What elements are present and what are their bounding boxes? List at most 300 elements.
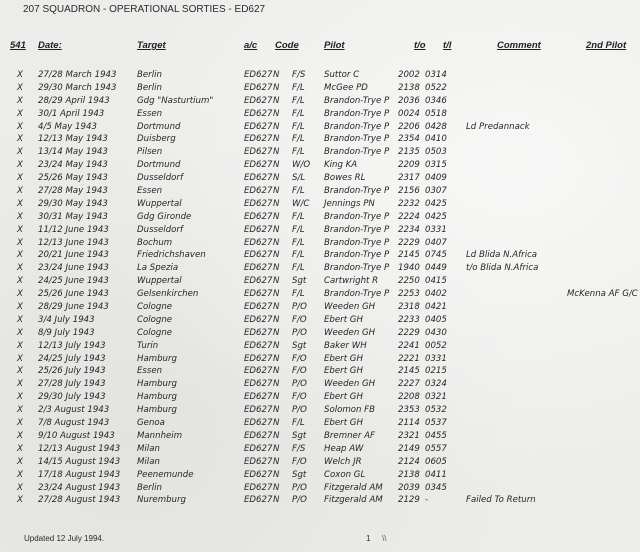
cell-rank: F/O (292, 456, 307, 467)
cell-landing: 0321 (425, 392, 447, 403)
cell-landing: 0449 (425, 263, 447, 274)
table-row (0, 122, 640, 135)
cell-landing: 0518 (425, 108, 447, 119)
cell-landing: 0314 (425, 70, 447, 80)
cell-rank: F/L (292, 224, 305, 235)
cell-pilot: Solomon FB (324, 405, 376, 416)
cell-date: 27/28 July 1943 (38, 379, 106, 390)
table-row (0, 418, 640, 431)
cell-mark: X (17, 263, 23, 274)
table-row (0, 173, 640, 186)
cell-mark: X (17, 456, 23, 467)
cell-target: Dusseldorf (137, 173, 183, 184)
cell-date: 30/31 May 1943 (38, 211, 108, 222)
cell-date: 2/3 August 1943 (38, 405, 110, 416)
cell-date: 29/30 March 1943 (38, 82, 117, 93)
cell-mark: X (17, 250, 23, 261)
cell-aircraft: ED627 (244, 302, 273, 313)
cell-aircraft: ED627 (244, 108, 273, 119)
cell-date: 28/29 June 1943 (38, 302, 109, 313)
cell-pilot: Brandon-Trye P (324, 147, 390, 158)
table-row (0, 83, 640, 96)
cell-letter: N (273, 95, 280, 106)
table-row (0, 315, 640, 328)
cell-takeoff: 2129 (398, 495, 420, 506)
cell-mark: X (17, 302, 23, 313)
cell-letter: N (273, 353, 280, 364)
header-code: Code (275, 40, 299, 51)
cell-letter: N (273, 224, 280, 235)
cell-target: Hamburg (137, 405, 177, 416)
cell-date: 28/29 April 1943 (38, 95, 110, 106)
cell-letter: N (273, 198, 280, 209)
cell-date: 4/5 May 1943 (38, 121, 97, 132)
cell-aircraft: ED627 (244, 430, 273, 441)
cell-pilot: Weeden GH (324, 327, 376, 338)
cell-aircraft: ED627 (244, 198, 273, 209)
cell-landing: 0346 (425, 95, 447, 106)
cell-letter: N (273, 443, 280, 454)
table-row (0, 96, 640, 109)
cell-landing: 0410 (425, 134, 447, 145)
cell-takeoff: 2250 (398, 276, 420, 287)
cell-rank: Sgt (292, 469, 307, 480)
cell-target: Friedrichshaven (137, 250, 206, 261)
cell-date: 8/9 July 1943 (38, 327, 95, 338)
cell-target: Dusseldorf (137, 224, 183, 235)
cell-mark: X (17, 418, 23, 429)
cell-mark: X (17, 327, 23, 338)
cell-target: Milan (137, 443, 160, 454)
cell-mark: X (17, 276, 23, 287)
cell-rank: P/O (292, 327, 307, 338)
cell-pilot: King KA (324, 160, 358, 171)
cell-date: 12/13 July 1943 (38, 340, 106, 351)
cell-mark: X (17, 95, 23, 106)
cell-pilot: Brandon-Trye P (324, 250, 390, 261)
page-mark: \\ (382, 534, 387, 543)
cell-pilot: Weeden GH (324, 302, 376, 313)
cell-landing: 0557 (425, 443, 447, 454)
cell-letter: N (273, 82, 280, 93)
cell-landing: 0324 (425, 379, 447, 390)
cell-rank: F/O (292, 353, 307, 364)
cell-letter: N (273, 134, 280, 145)
cell-letter: N (273, 430, 280, 441)
cell-takeoff: 2138 (398, 469, 420, 480)
cell-aircraft: ED627 (244, 418, 273, 429)
cell-takeoff: 2208 (398, 392, 420, 403)
cell-date: 29/30 July 1943 (38, 392, 106, 403)
cell-takeoff: 2145 (398, 250, 420, 261)
cell-date: 20/21 June 1943 (38, 250, 109, 261)
cell-date: 23/24 June 1943 (38, 263, 109, 274)
table-row (0, 186, 640, 199)
cell-letter: N (273, 121, 280, 132)
cell-pilot: Brandon-Trye P (324, 134, 390, 145)
cell-letter: N (273, 418, 280, 429)
cell-landing: 0345 (425, 482, 447, 493)
cell-takeoff: 2229 (398, 237, 420, 248)
cell-date: 14/15 August 1943 (38, 456, 121, 467)
cell-target: Wuppertal (137, 276, 182, 287)
table-row (0, 379, 640, 392)
cell-takeoff: 2156 (398, 186, 420, 197)
cell-date: 9/10 August 1943 (38, 430, 115, 441)
cell-takeoff: 2354 (398, 134, 420, 145)
header-comment: Comment (497, 40, 541, 51)
cell-date: 25/26 July 1943 (38, 366, 106, 377)
cell-aircraft: ED627 (244, 173, 273, 184)
cell-landing: 0415 (425, 276, 447, 287)
cell-takeoff: 2135 (398, 147, 420, 158)
table-row (0, 109, 640, 122)
cell-letter: N (273, 250, 280, 261)
cell-rank: P/O (292, 302, 307, 313)
cell-takeoff: 2241 (398, 340, 420, 351)
table-row (0, 225, 640, 238)
cell-takeoff: 2209 (398, 160, 420, 171)
cell-date: 27/28 May 1943 (38, 186, 108, 197)
cell-takeoff: 2353 (398, 405, 420, 416)
cell-date: 25/26 May 1943 (38, 173, 108, 184)
cell-mark: X (17, 340, 23, 351)
cell-letter: N (273, 327, 280, 338)
cell-aircraft: ED627 (244, 70, 273, 80)
table-row (0, 302, 640, 315)
cell-aircraft: ED627 (244, 186, 273, 197)
cell-landing: 0307 (425, 186, 447, 197)
table-row (0, 405, 640, 418)
cell-mark: X (17, 482, 23, 493)
cell-letter: N (273, 263, 280, 274)
cell-landing: 0428 (425, 121, 447, 132)
table-row (0, 483, 640, 496)
cell-pilot: Ebert GH (324, 418, 363, 429)
cell-mark: X (17, 289, 23, 300)
cell-takeoff: 2149 (398, 443, 420, 454)
cell-landing: 0405 (425, 314, 447, 325)
cell-mark: X (17, 173, 23, 184)
cell-aircraft: ED627 (244, 314, 273, 325)
cell-target: Cologne (137, 302, 173, 313)
cell-rank: P/O (292, 495, 307, 506)
cell-target: Mannheim (137, 430, 183, 441)
cell-landing: 0052 (425, 340, 447, 351)
cell-rank: F/O (292, 314, 307, 325)
table-row (0, 263, 640, 276)
cell-pilot: Ebert GH (324, 314, 363, 325)
cell-rank: W/C (292, 198, 310, 209)
cell-aircraft: ED627 (244, 211, 273, 222)
cell-takeoff: 2036 (398, 95, 420, 106)
cell-aircraft: ED627 (244, 237, 273, 248)
cell-pilot: Welch JR (324, 456, 362, 467)
cell-mark: X (17, 121, 23, 132)
cell-letter: N (273, 366, 280, 377)
cell-aircraft: ED627 (244, 469, 273, 480)
cell-landing: 0425 (425, 211, 447, 222)
cell-mark: X (17, 469, 23, 480)
cell-comment: Failed To Return (466, 495, 536, 506)
cell-aircraft: ED627 (244, 82, 273, 93)
header-tl: t/l (443, 40, 452, 51)
cell-pilot: Cartwright R (324, 276, 379, 287)
cell-pilot: Baker WH (324, 340, 367, 351)
cell-target: Berlin (137, 70, 162, 80)
cell-landing: 0537 (425, 418, 447, 429)
cell-rank: F/L (292, 237, 305, 248)
table-row (0, 199, 640, 212)
header-to: t/o (414, 40, 426, 51)
cell-landing: 0331 (425, 224, 447, 235)
cell-pilot: Suttor C (324, 70, 360, 80)
cell-rank: F/L (292, 82, 305, 93)
cell-rank: F/L (292, 121, 305, 132)
cell-rank: F/L (292, 418, 305, 429)
table-row (0, 431, 640, 444)
cell-target: Cologne (137, 327, 173, 338)
cell-rank: F/L (292, 108, 305, 119)
cell-rank: F/L (292, 95, 305, 106)
cell-aircraft: ED627 (244, 443, 273, 454)
cell-date: 23/24 May 1943 (38, 160, 108, 171)
cell-comment: Ld Blida N.Africa (466, 250, 538, 261)
cell-rank: P/O (292, 482, 307, 493)
header-2nd-pilot: 2nd Pilot (586, 40, 627, 51)
cell-letter: N (273, 405, 280, 416)
cell-landing: 0215 (425, 366, 447, 377)
cell-letter: N (273, 314, 280, 325)
cell-aircraft: ED627 (244, 147, 273, 158)
cell-mark: X (17, 186, 23, 197)
cell-letter: N (273, 237, 280, 248)
cell-takeoff: 2206 (398, 121, 420, 132)
cell-date: 24/25 June 1943 (38, 276, 109, 287)
cell-takeoff: 2253 (398, 289, 420, 300)
cell-pilot: Bremner AF (324, 430, 375, 441)
table-row (0, 328, 640, 341)
table-row (0, 444, 640, 457)
table-row (0, 470, 640, 483)
cell-target: Essen (137, 366, 163, 377)
cell-aircraft: ED627 (244, 276, 273, 287)
cell-aircraft: ED627 (244, 366, 273, 377)
cell-mark: X (17, 495, 23, 506)
cell-pilot: Brandon-Trye P (324, 263, 390, 274)
cell-date: 27/28 August 1943 (38, 495, 121, 506)
cell-letter: N (273, 211, 280, 222)
cell-date: 12/13 August 1943 (38, 443, 121, 454)
cell-aircraft: ED627 (244, 379, 273, 390)
cell-letter: N (273, 379, 280, 390)
cell-aircraft: ED627 (244, 482, 273, 493)
cell-pilot: Brandon-Trye P (324, 237, 390, 248)
cell-date: 12/13 May 1943 (38, 134, 108, 145)
cell-takeoff: 2232 (398, 198, 420, 209)
cell-target: Berlin (137, 482, 162, 493)
table-row (0, 354, 640, 367)
cell-target: Peenemunde (137, 469, 194, 480)
cell-target: La Spezia (137, 263, 179, 274)
cell-landing: 0331 (425, 353, 447, 364)
cell-mark: X (17, 379, 23, 390)
cell-comment: t/o Blida N.Africa (466, 263, 539, 274)
cell-takeoff: 2138 (398, 82, 420, 93)
cell-landing: 0503 (425, 147, 447, 158)
cell-takeoff: 1940 (398, 263, 420, 274)
cell-mark: X (17, 198, 23, 209)
cell-date: 25/26 June 1943 (38, 289, 109, 300)
cell-landing: 0430 (425, 327, 447, 338)
table-row (0, 366, 640, 379)
header-date: Date: (38, 40, 62, 51)
cell-mark: X (17, 443, 23, 454)
cell-pilot: Brandon-Trye P (324, 95, 390, 106)
cell-date: 24/25 July 1943 (38, 353, 106, 364)
cell-takeoff: 2233 (398, 314, 420, 325)
cell-mark: X (17, 405, 23, 416)
cell-target: Gelsenkirchen (137, 289, 199, 300)
cell-letter: N (273, 108, 280, 119)
cell-pilot: Brandon-Trye P (324, 289, 390, 300)
cell-landing: 0402 (425, 289, 447, 300)
sorties-table (0, 70, 640, 508)
cell-target: Dortmund (137, 160, 181, 171)
table-row (0, 160, 640, 173)
cell-letter: N (273, 340, 280, 351)
cell-aircraft: ED627 (244, 224, 273, 235)
footer-updated: Updated 12 July 1994. (24, 534, 105, 543)
cell-aircraft: ED627 (244, 392, 273, 403)
cell-target: Essen (137, 186, 163, 197)
cell-mark: X (17, 353, 23, 364)
cell-aircraft: ED627 (244, 160, 273, 171)
cell-pilot: Brandon-Trye P (324, 108, 390, 119)
cell-target: Bochum (137, 237, 173, 248)
cell-date: 17/18 August 1943 (38, 469, 121, 480)
document-title: 207 SQUADRON - OPERATIONAL SORTIES - ED627 (23, 4, 266, 15)
cell-rank: F/L (292, 186, 305, 197)
table-row (0, 276, 640, 289)
cell-aircraft: ED627 (244, 340, 273, 351)
cell-comment: Ld Predannack (466, 121, 530, 132)
cell-takeoff: 2224 (398, 211, 420, 222)
cell-mark: X (17, 430, 23, 441)
cell-rank: Sgt (292, 340, 307, 351)
cell-aircraft: ED627 (244, 134, 273, 145)
cell-target: Gdg Gironde (137, 211, 192, 222)
cell-date: 12/13 June 1943 (38, 237, 109, 248)
cell-letter: N (273, 392, 280, 403)
cell-takeoff: 2114 (398, 418, 420, 429)
cell-target: Berlin (137, 82, 162, 93)
cell-aircraft: ED627 (244, 95, 273, 106)
cell-landing: 0425 (425, 198, 447, 209)
cell-takeoff: 2002 (398, 70, 420, 80)
cell-aircraft: ED627 (244, 405, 273, 416)
header-target: Target (137, 40, 166, 51)
cell-landing: 0421 (425, 302, 447, 313)
cell-mark: X (17, 237, 23, 248)
cell-landing: 0407 (425, 237, 447, 248)
cell-mark: X (17, 147, 23, 158)
cell-mark: X (17, 224, 23, 235)
cell-rank: P/O (292, 379, 307, 390)
cell-letter: N (273, 495, 280, 506)
cell-pilot: Weeden GH (324, 379, 376, 390)
cell-date: 23/24 August 1943 (38, 482, 121, 493)
cell-landing: 0605 (425, 456, 447, 467)
cell-target: Essen (137, 108, 163, 119)
cell-pilot: Brandon-Trye P (324, 211, 390, 222)
table-row (0, 457, 640, 470)
cell-date: 3/4 July 1943 (38, 314, 95, 325)
header-pilot: Pilot (324, 40, 345, 51)
cell-takeoff: 2227 (398, 379, 420, 390)
cell-target: Hamburg (137, 379, 177, 390)
cell-rank: S/L (292, 173, 306, 184)
cell-mark: X (17, 134, 23, 145)
table-row (0, 134, 640, 147)
cell-rank: F/L (292, 134, 305, 145)
cell-pilot: Coxon GL (324, 469, 366, 480)
cell-target: Hamburg (137, 353, 177, 364)
cell-rank: Sgt (292, 430, 307, 441)
cell-pilot: Ebert GH (324, 392, 363, 403)
cell-landing: 0745 (425, 250, 447, 261)
cell-pilot: McGee PD (324, 82, 368, 93)
cell-aircraft: ED627 (244, 327, 273, 338)
table-row (0, 392, 640, 405)
cell-second-pilot: McKenna AF G/C (567, 289, 638, 300)
cell-aircraft: ED627 (244, 353, 273, 364)
cell-aircraft: ED627 (244, 121, 273, 132)
cell-aircraft: ED627 (244, 456, 273, 467)
cell-takeoff: 2317 (398, 173, 420, 184)
cell-rank: F/L (292, 263, 305, 274)
cell-rank: F/L (292, 147, 305, 158)
cell-letter: N (273, 276, 280, 287)
cell-rank: W/O (292, 160, 311, 171)
cell-rank: Sgt (292, 276, 307, 287)
cell-pilot: Heap AW (324, 443, 364, 454)
cell-date: 30/1 April 1943 (38, 108, 105, 119)
cell-letter: N (273, 456, 280, 467)
cell-pilot: Jennings PN (324, 198, 375, 209)
cell-pilot: Brandon-Trye P (324, 224, 390, 235)
cell-mark: X (17, 314, 23, 325)
cell-aircraft: ED627 (244, 289, 273, 300)
cell-pilot: Ebert GH (324, 366, 363, 377)
cell-target: Cologne (137, 314, 173, 325)
cell-landing: 0522 (425, 82, 447, 93)
cell-aircraft: ED627 (244, 263, 273, 274)
cell-date: 29/30 May 1943 (38, 198, 108, 209)
cell-letter: N (273, 147, 280, 158)
cell-mark: X (17, 82, 23, 93)
cell-rank: F/L (292, 289, 305, 300)
cell-rank: F/O (292, 366, 307, 377)
cell-target: Pilsen (137, 147, 163, 158)
cell-date: 13/14 May 1943 (38, 147, 108, 158)
cell-letter: N (273, 482, 280, 493)
cell-pilot: Fitzgerald AM (324, 495, 383, 506)
cell-date: 11/12 June 1943 (38, 224, 109, 235)
cell-letter: N (273, 70, 280, 80)
cell-mark: X (17, 211, 23, 222)
cell-landing: 0409 (425, 173, 447, 184)
